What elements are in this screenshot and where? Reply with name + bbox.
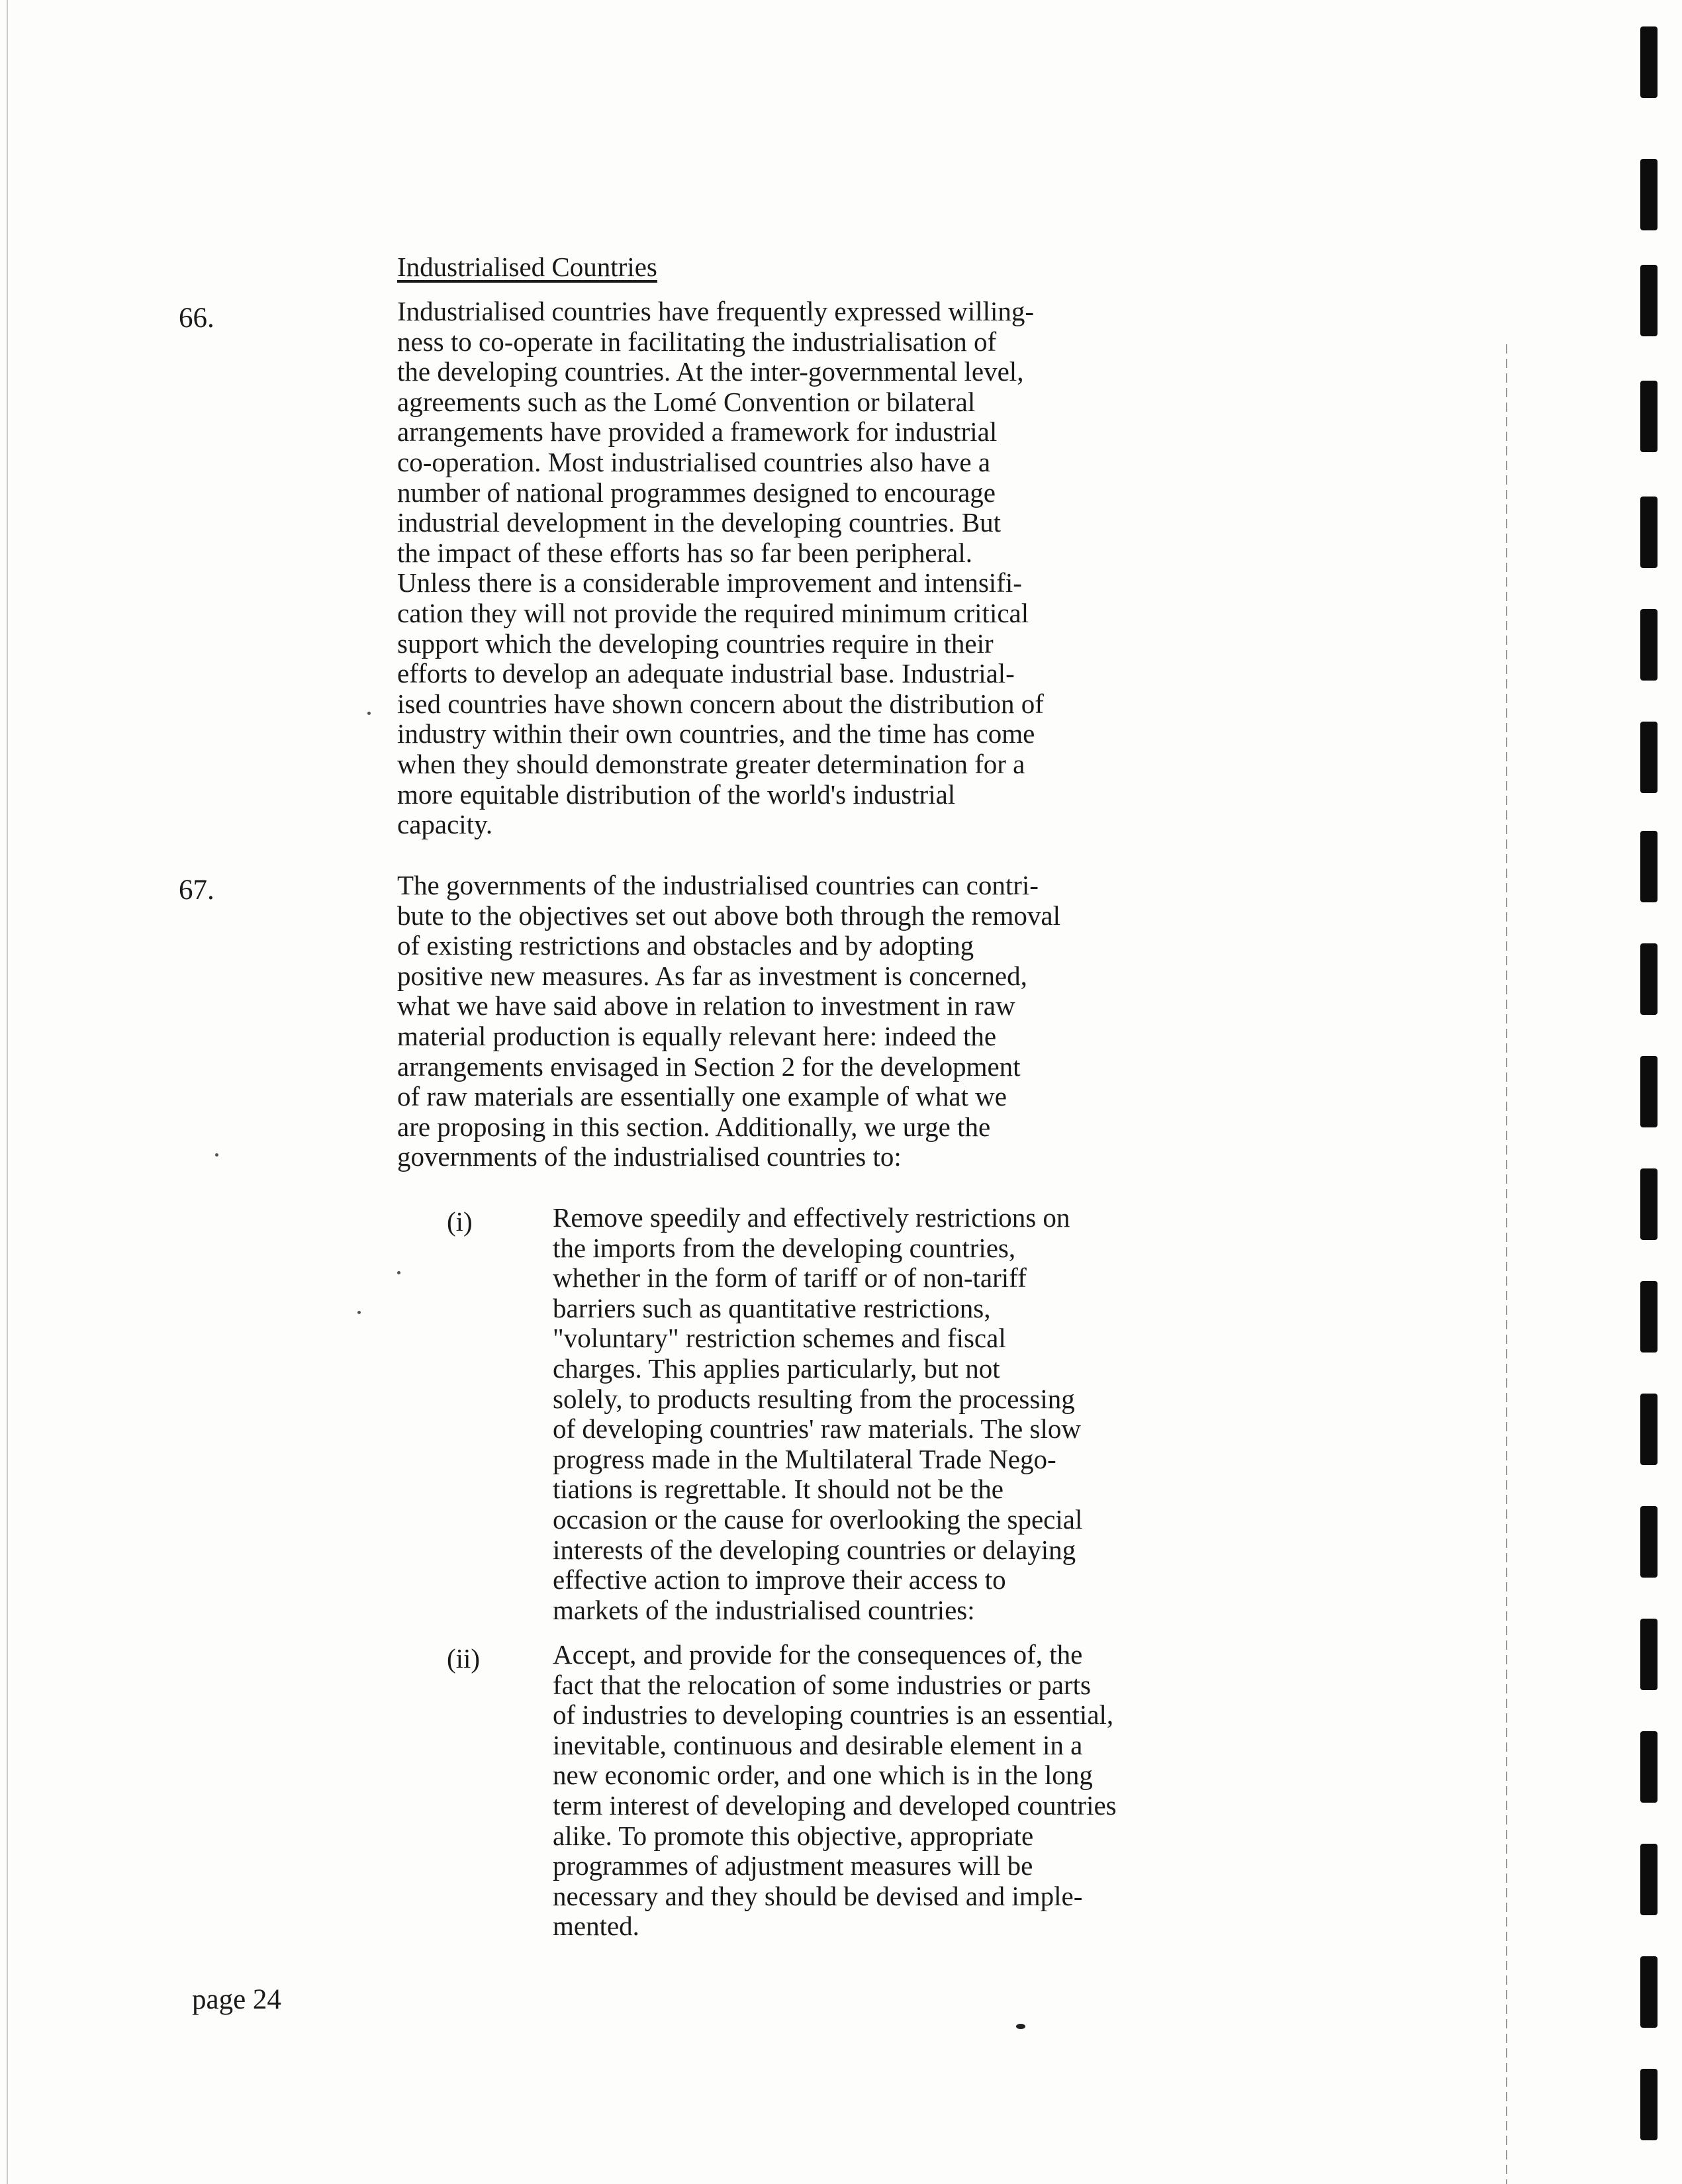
scan-speck (397, 1271, 400, 1274)
list-item-text: Remove speedily and effectively restrictions on the imports from the developing countries, whether in the form of tariff or of non-tariff barriers such as quantitative restrictions, "voluntary" restriction schemes and fiscal charges. This applies particularly, but not solely, to products resulting from the processing of developing countries' raw materials. The slow progress made in the Multilateral Trade Nego- tiations is regrettable. It should not be the occasion or the cause for overlooking the special interests of the developing countries or delaying effective action to improve their access to markets of the industrialised countries: (553, 1202, 1083, 1625)
binder-mark (1640, 381, 1658, 452)
margin-fold-line (1506, 344, 1507, 2184)
page-number: page 24 (192, 1984, 281, 2015)
binder-mark (1640, 26, 1658, 98)
binder-mark (1640, 943, 1658, 1015)
scan-speck (367, 712, 371, 715)
binder-mark (1640, 159, 1658, 230)
binder-mark (1640, 497, 1658, 568)
binder-mark (1640, 2069, 1658, 2140)
binder-mark (1640, 1619, 1658, 1690)
page-left-edge (7, 0, 8, 2184)
binder-mark (1640, 831, 1658, 902)
binder-mark (1640, 1056, 1658, 1127)
binder-mark (1640, 609, 1658, 681)
binder-mark (1640, 1731, 1658, 1803)
paragraph-text: The governments of the industrialised countries can contri- bute to the objectives set out above both through the removal of existing restrictions and obstacles and by adopting positive new measures. As far as investment is concerned, what we have said above in relation to investment in raw material production is equally relevant here: indeed the arrangements envisaged in Section 2 for the development of raw materials are essentially one example of what we are proposing in this section. Additionally, we urge the governments of the industrialised countries to: (397, 870, 1060, 1172)
binder-mark (1640, 1168, 1658, 1240)
binder-mark (1640, 1506, 1658, 1578)
list-item-text: Accept, and provide for the consequences of, the fact that the relocation of some industries or parts of industries to developing countries is an essential, inevitable, continuous and desirable element in a new economic order, and one which is in the long term interest of developing and developed countries alike. To promote this objective, appropriate programmes of adjustment measures will be necessary and they should be devised and imple- mented. (553, 1639, 1117, 1942)
paragraph-text: Industrialised countries have frequently expressed willing- ness to co-operate in facilitating the industrialisation of the developing countries. At the inter-governmental level, agreements such as the Lomé Convention or bilateral arrangements have provided a framework for industrial co-operation. Most industrialised countries also have a number of national programmes designed to encourage industrial development in the developing countries. But the impact of these efforts has so far been peripheral. Unless there is a considerable improvement and intensifi- cation they will not provide the required minimum critical support which the developing countries require in their efforts to develop an adequate industrial base. Industrial- ised countries have shown concern about the distribution of industry within their own countries, and the time has come when they should demonstrate greater determination for a more equitable distribution of the world's industrial capacity. (397, 296, 1044, 840)
binder-mark (1640, 1281, 1658, 1353)
paragraph-number: 67. (179, 875, 214, 906)
scan-speck (215, 1153, 218, 1157)
binder-mark (1640, 1956, 1658, 2028)
binder-mark (1640, 1844, 1658, 1915)
binder-mark (1640, 722, 1658, 793)
scan-smudge (1016, 2024, 1025, 2029)
scan-speck (357, 1311, 361, 1314)
paragraph-number: 66. (179, 303, 214, 334)
binder-mark (1640, 265, 1658, 336)
list-item-label: (i) (447, 1206, 473, 1237)
section-heading: Industrialised Countries (397, 252, 657, 282)
binder-mark (1640, 1394, 1658, 1465)
list-item-label: (ii) (447, 1643, 481, 1674)
